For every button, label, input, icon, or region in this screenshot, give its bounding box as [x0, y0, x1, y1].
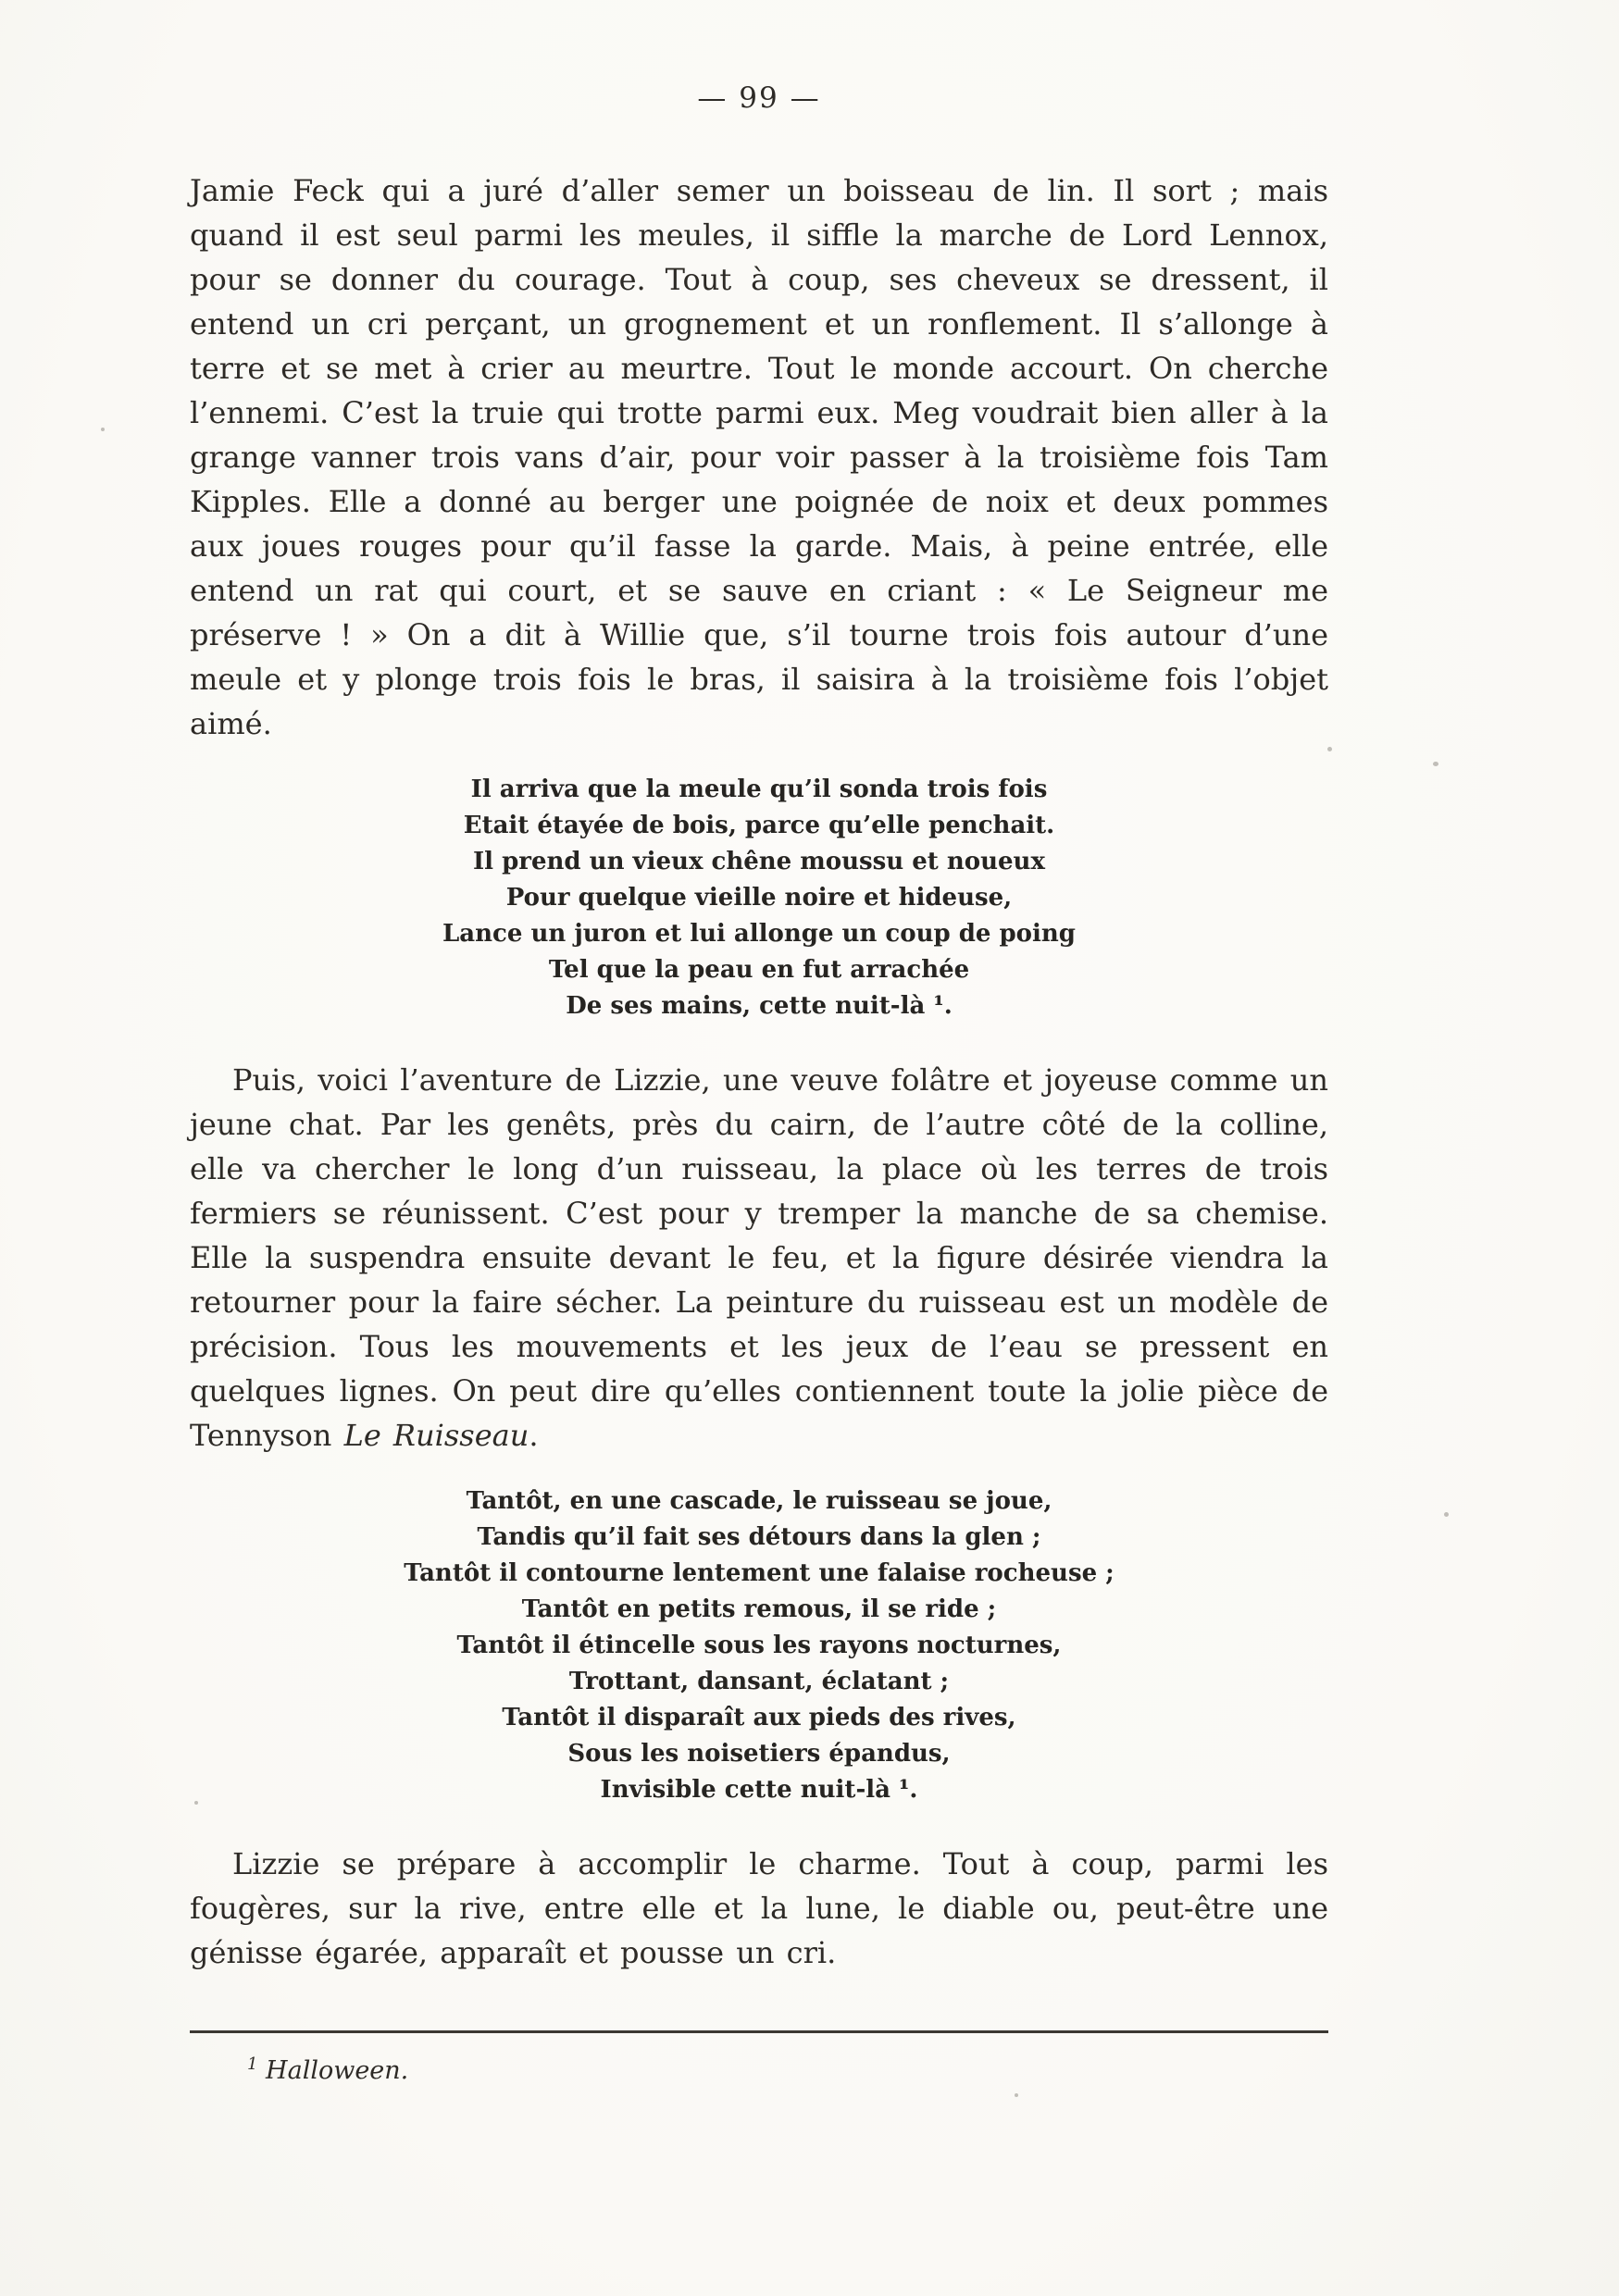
verse-line: Sous les noisetiers épandus,	[567, 1740, 951, 1768]
footnote-text	[190, 2054, 1328, 2089]
page-number: — 99 —	[697, 81, 821, 115]
scan-speck	[101, 428, 105, 431]
verse-line: Il prend un vieux chêne moussu et noueux	[473, 848, 1045, 875]
paragraph-3: Lizzie se prépare à accomplir le charme. Tout à coup, parmi les fougères, sur la rive, entre elle et la lune, le diable ou, peut-être une génisse égarée, apparaît et pousse un cri.	[190, 1846, 1328, 1970]
verse-block-2	[190, 1483, 1328, 1808]
footnote-rule	[190, 2030, 1328, 2033]
paragraph-2-text: Puis, voici l’aventure de Lizzie, une veuve folâtre et joyeuse comme un jeune chat. Par les genêts, près du cairn, de l’autre côté de la colline, elle va chercher le long d’un ruisseau, la place où les terres de trois fermiers se réunissent. C’est pour y tremper la manche de sa chemise. Elle la suspendra ensuite devant le feu, et la figure désirée viendra la retourner pour la faire sécher. La peinture du ruisseau est un modèle de précision. Tous les mouvements et les jeux de l’eau se pressent en quelques lignes. On peut dire qu’elles contiennent toute la jolie pièce de Tennyson	[190, 1062, 1328, 1453]
verse-line: Tandis qu’il fait ses détours dans la glen ;	[477, 1523, 1041, 1551]
paragraph-1: Jamie Feck qui a juré d’aller semer un boisseau de lin. Il sort ; mais quand il est seul parmi les meules, il siffle la marche de Lord Lennox, pour se donner du courage. Tout à coup, ses cheveux se dressent, il entend un cri perçant, un grognement et un ronflement. Il s’allonge à terre et se met à crier au meurtre. Tout le monde accourt. On cherche l’ennemi. C’est la truie qui trotte parmi eux. Meg voudrait bien aller à la grange vanner trois vans d’air, pour voir passer à la troisième fois Tam Kipples. Elle a donné au berger une poignée de noix et deux pommes aux joues rouges pour qu’il fasse la garde. Mais, à peine entrée, elle entend un rat qui court, et se sauve en criant : « Le Seigneur me préserve ! » On a dit à Willie que, s’il tourne trois fois autour d’une meule et y plonge trois fois le bras, il saisira à la troisième fois l’objet aimé.	[190, 173, 1328, 741]
paragraph-2	[190, 1058, 1328, 1458]
verse-line: Pour quelque vieille noire et hideuse,	[505, 884, 1013, 912]
scan-speck	[194, 1801, 198, 1805]
verse-block-1	[190, 772, 1328, 1024]
verse-line: Trottant, dansant, éclatant ;	[568, 1668, 950, 1695]
verse-line: Tantôt il étincelle sous les rayons nocturnes,	[456, 1632, 1062, 1659]
verse-line: Il arriva que la meule qu’il sonda trois fois	[470, 776, 1048, 803]
verse-line: Tantôt en petits remous, il se ride ;	[521, 1595, 997, 1623]
verse-line: Invisible cette nuit-là ¹.	[600, 1776, 918, 1804]
verse-line: Tantôt il disparaît aux pieds des rives,	[502, 1704, 1016, 1731]
footnote-label: Halloween.	[266, 2056, 409, 2085]
verse-line: Lance un juron et lui allonge un coup de poing	[442, 920, 1076, 948]
work-title: Le Ruisseau	[343, 1418, 529, 1453]
paragraph-2-end: .	[529, 1418, 539, 1453]
scan-speck	[1015, 2093, 1018, 2097]
verse-line: Tantôt il contourne lentement une falaise rocheuse ;	[404, 1559, 1115, 1587]
scan-speck	[1433, 762, 1438, 766]
verse-line: Etait étayée de bois, parce qu’elle penchait.	[463, 812, 1055, 839]
verse-line: De ses mains, cette nuit-là ¹.	[566, 992, 953, 1020]
scan-speck	[1327, 747, 1332, 751]
verse-line: Tantôt, en une cascade, le ruisseau se joue,	[466, 1487, 1052, 1515]
scan-speck	[1444, 1512, 1449, 1517]
footnote	[190, 2030, 1328, 2089]
verse-line: Tel que la peau en fut arrachée	[548, 956, 970, 984]
footnote-marker: 1	[247, 2054, 258, 2074]
